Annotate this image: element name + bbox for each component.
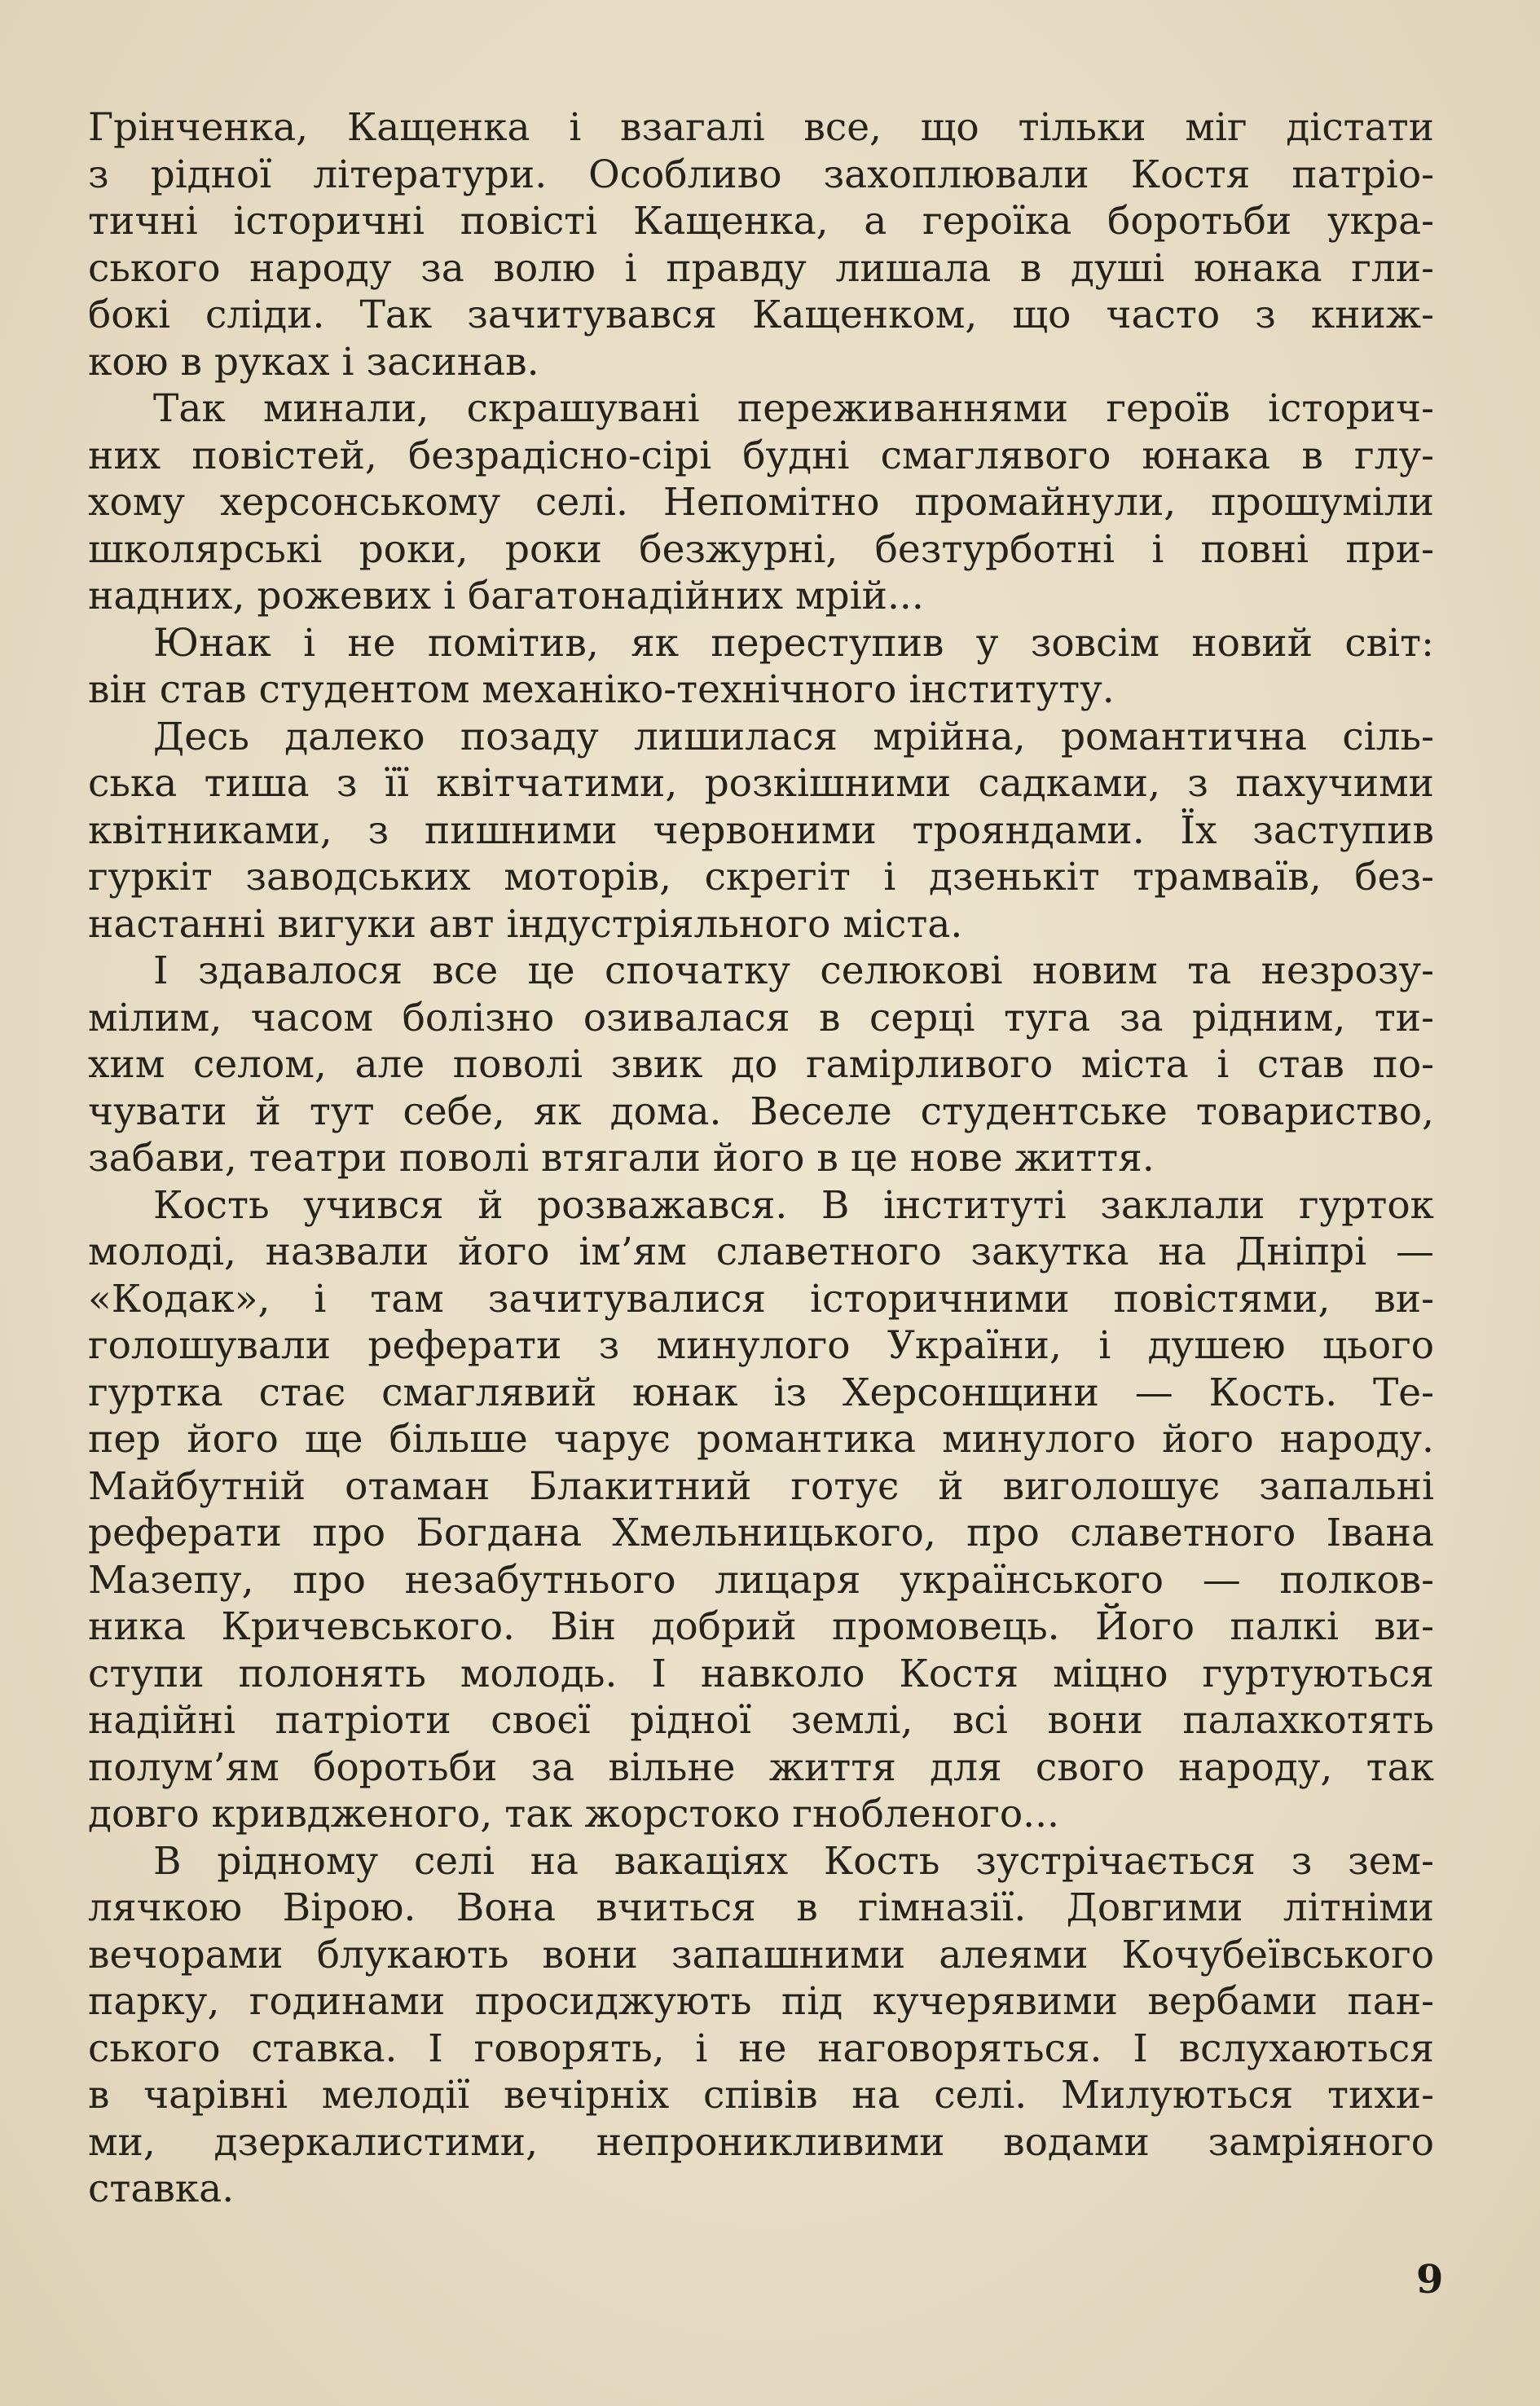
text-line: ника Кричевського. Він добрий промовець. Його палкі ви- [88,1604,1434,1649]
text-line: гуркіт заводських моторів, скрегіт і дзенькіт трамваїв, без- [88,855,1434,900]
text-line: Юнак і не помітив, як переступив у зовсім новий світ: [153,620,1434,666]
text-line: ступи полонять молодь. І навколо Костя міцно гуртуються [88,1651,1434,1696]
text-line: в чарівні мелодії вечірніх співів на селі. Милуються тихи- [88,2073,1434,2118]
paragraph [88,104,1434,385]
text-line: вечорами блукають вони запашними алеями Кочубеївського [88,1932,1434,1977]
text-line: хому херсонському селі. Непомітно промайнули, прошуміли [88,480,1434,525]
text-line: Мазепу, про незабутнього лицаря українського — полков- [88,1557,1434,1603]
text-line: хим селом, але поволі звик до гамірливого міста і став по- [88,1042,1434,1087]
text-line: парку, годинами просиджують під кучерявими вербами пан- [88,1979,1434,2024]
text-line: голошували реферати з минулого України, і душею цього [88,1323,1434,1368]
text-line: них повістей, безрадісно-сірі будні смаглявого юнака в глу- [88,433,1434,478]
text-line: мілим, часом болізно озивалася в серці туга за рідним, ти- [88,995,1434,1040]
text-line: ського ставка. І говорять, і не наговоряться. І вслухаються [88,2026,1434,2071]
text-line: з рідної літератури. Особливо захоплювали Костя патріо- [88,152,1434,197]
text-line: надних, рожевих і багатонадійних мрій... [88,574,924,618]
page-number: 9 [1416,2257,1444,2303]
text-line: молоді, назвали його ім’ям славетного закутка на Дніпрі — [88,1229,1434,1274]
text-line: надійні патріоти своєї рідної землі, всі вони палахкотять [88,1698,1434,1743]
text-line: Кость учився й розважався. В інституті заклали гурток [153,1182,1434,1228]
text-line: ми, дзеркалистими, непроникливими водами замріяного [88,2119,1434,2165]
paragraph [88,714,1434,948]
text-line: забави, театри поволі втягали його в це нове життя. [88,1136,1155,1181]
text-line: реферати про Богдана Хмельницького, про славетного Івана [88,1511,1434,1555]
paragraph [88,1838,1434,2213]
text-line: Так минали, скрашувані переживаннями героїв історич- [153,386,1434,431]
text-line: він став студентом механіко-технічного інституту. [88,667,1115,712]
text-line: ського народу за волю і правду лишала в душі юнака гли- [88,245,1434,291]
paragraph [88,1182,1434,1838]
text-line: ська тиша з її квітчатими, розкішними садками, з пахучими [88,761,1434,806]
text-line: довго кривдженого, так жорстоко гнобленого... [88,1792,1059,1836]
text-line: Десь далеко позаду лишилася мрійна, романтична сіль- [153,714,1434,759]
text-line: тичні історичні повісті Кащенка, а героїка боротьби укра- [88,199,1434,244]
text-line: квітниками, з пишними червоними трояндами. Їх заступив [88,807,1434,853]
text-line: Грінченка, Кащенка і взагалі все, що тільки міг дістати [88,105,1434,150]
text-line: гуртка стає смаглявий юнак із Херсонщини — Кость. Те- [88,1370,1434,1415]
paragraph [88,948,1434,1182]
text-line: ставка. [88,2166,235,2211]
text-line: бокі сліди. Так зачитувався Кащенком, що часто з книж- [88,293,1434,337]
text-line: В рідному селі на вакаціях Кость зустрічається з зем- [153,1838,1434,1884]
text-line: кою в руках і засинав. [88,339,539,385]
text-line: настанні вигуки авт індустріяльного міста. [88,901,963,947]
text-line: пер його ще більше чарує романтика минулого його народу. [88,1417,1434,1462]
text-line: І здавалося все це спочатку селюкові новим та незрозу- [153,948,1434,993]
text-line: лячкою Вірою. Вона вчиться в гімназії. Довгими літніми [88,1885,1434,1930]
paragraph [88,620,1434,714]
text-line: полум’ям боротьби за вільне життя для свого народу, так [88,1744,1434,1790]
paragraph [88,385,1434,620]
text-line: «Кодак», і там зачитувалися історичними повістями, ви- [88,1276,1434,1322]
body-text [88,104,1434,2213]
text-line: чувати й тут себе, як дома. Веселе студентське товариство, [88,1089,1434,1134]
text-line: Майбутній отаман Блакитний готує й виголошує запальні [88,1463,1434,1509]
text-line: школярські роки, роки безжурні, безтурботні і повні при- [88,526,1434,572]
